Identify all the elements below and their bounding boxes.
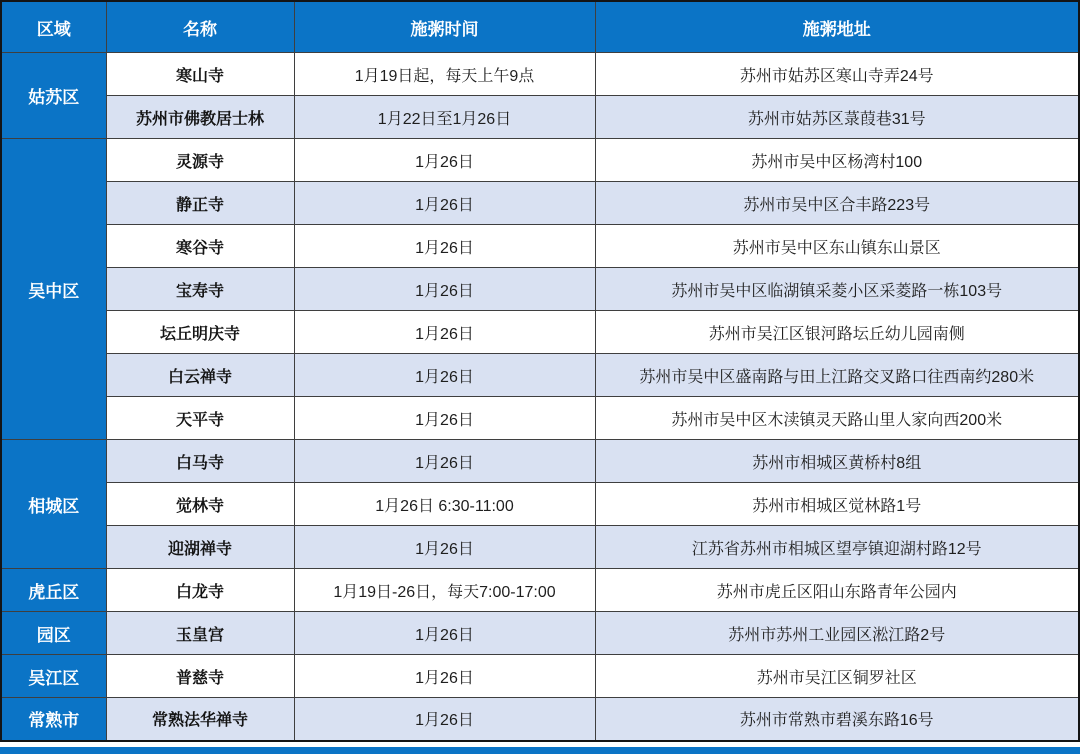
temple-name-cell: 白云禅寺	[106, 354, 294, 397]
porridge-time-cell: 1月26日	[294, 139, 595, 182]
porridge-time-cell: 1月26日	[294, 311, 595, 354]
temple-name-cell: 天平寺	[106, 397, 294, 440]
table-row	[1, 655, 1079, 698]
porridge-time-cell: 1月26日	[294, 440, 595, 483]
bottom-accent-bar	[0, 747, 1080, 754]
porridge-time-cell: 1月26日	[294, 698, 595, 741]
porridge-address-cell: 苏州市吴中区盛南路与田上江路交叉路口往西南约280米	[595, 354, 1079, 397]
temple-name-cell: 玉皇宫	[106, 612, 294, 655]
porridge-address-cell: 苏州市常熟市碧溪东路16号	[595, 698, 1079, 741]
table-row	[1, 526, 1079, 569]
porridge-address-cell: 苏州市苏州工业园区淞江路2号	[595, 612, 1079, 655]
region-cell: 吴江区	[1, 655, 106, 698]
temple-name-cell: 灵源寺	[106, 139, 294, 182]
porridge-time-cell: 1月26日	[294, 182, 595, 225]
table-row	[1, 354, 1079, 397]
temple-name-cell: 常熟法华禅寺	[106, 698, 294, 741]
porridge-time-cell: 1月26日 6:30-11:00	[294, 483, 595, 526]
table-row	[1, 96, 1079, 139]
porridge-address-cell: 江苏省苏州市相城区望亭镇迎湖村路12号	[595, 526, 1079, 569]
table-row	[1, 698, 1079, 741]
table-row	[1, 139, 1079, 182]
porridge-address-cell: 苏州市吴中区临湖镇采菱小区采菱路一栋103号	[595, 268, 1079, 311]
table-row	[1, 268, 1079, 311]
table-body	[1, 53, 1079, 741]
porridge-address-cell: 苏州市相城区黄桥村8组	[595, 440, 1079, 483]
porridge-address-cell: 苏州市吴江区银河路坛丘幼儿园南侧	[595, 311, 1079, 354]
porridge-time-cell: 1月19日起，每天上午9点	[294, 53, 595, 96]
region-cell: 常熟市	[1, 698, 106, 741]
temple-name-cell: 宝寿寺	[106, 268, 294, 311]
temple-name-cell: 坛丘明庆寺	[106, 311, 294, 354]
temple-name-cell: 白马寺	[106, 440, 294, 483]
temple-name-cell: 迎湖禅寺	[106, 526, 294, 569]
table-row	[1, 483, 1079, 526]
column-header-address: 施粥地址	[595, 1, 1079, 53]
table-row	[1, 311, 1079, 354]
column-header-region: 区域	[1, 1, 106, 53]
temple-name-cell: 觉林寺	[106, 483, 294, 526]
temple-name-cell: 白龙寺	[106, 569, 294, 612]
porridge-time-cell: 1月26日	[294, 655, 595, 698]
porridge-time-cell: 1月19日-26日，每天7:00-17:00	[294, 569, 595, 612]
porridge-address-cell: 苏州市吴中区合丰路223号	[595, 182, 1079, 225]
porridge-address-cell: 苏州市虎丘区阳山东路青年公园内	[595, 569, 1079, 612]
table-row	[1, 182, 1079, 225]
region-cell: 虎丘区	[1, 569, 106, 612]
porridge-address-cell: 苏州市吴江区铜罗社区	[595, 655, 1079, 698]
table-row	[1, 397, 1079, 440]
table-row	[1, 53, 1079, 96]
temple-name-cell: 普慈寺	[106, 655, 294, 698]
porridge-time-cell: 1月26日	[294, 354, 595, 397]
temple-name-cell: 寒谷寺	[106, 225, 294, 268]
porridge-address-cell: 苏州市相城区觉林路1号	[595, 483, 1079, 526]
porridge-time-cell: 1月26日	[294, 225, 595, 268]
temple-name-cell: 寒山寺	[106, 53, 294, 96]
porridge-address-cell: 苏州市吴中区木渎镇灵天路山里人家向西200米	[595, 397, 1079, 440]
temple-name-cell: 苏州市佛教居士林	[106, 96, 294, 139]
porridge-time-cell: 1月26日	[294, 397, 595, 440]
porridge-address-cell: 苏州市姑苏区寒山寺弄24号	[595, 53, 1079, 96]
porridge-address-cell: 苏州市吴中区东山镇东山景区	[595, 225, 1079, 268]
porridge-address-cell: 苏州市姑苏区菉葭巷31号	[595, 96, 1079, 139]
header-row	[1, 1, 1079, 53]
column-header-name: 名称	[106, 1, 294, 53]
porridge-address-cell: 苏州市吴中区杨湾村100	[595, 139, 1079, 182]
temple-name-cell: 静正寺	[106, 182, 294, 225]
region-cell: 吴中区	[1, 139, 106, 440]
table-row	[1, 612, 1079, 655]
table-row	[1, 569, 1079, 612]
table-row	[1, 225, 1079, 268]
region-cell: 姑苏区	[1, 53, 106, 139]
region-cell: 园区	[1, 612, 106, 655]
porridge-time-cell: 1月26日	[294, 268, 595, 311]
region-cell: 相城区	[1, 440, 106, 569]
porridge-time-cell: 1月22日至1月26日	[294, 96, 595, 139]
table-row	[1, 440, 1079, 483]
table-header	[1, 1, 1079, 53]
porridge-time-cell: 1月26日	[294, 526, 595, 569]
porridge-time-cell: 1月26日	[294, 612, 595, 655]
column-header-time: 施粥时间	[294, 1, 595, 53]
